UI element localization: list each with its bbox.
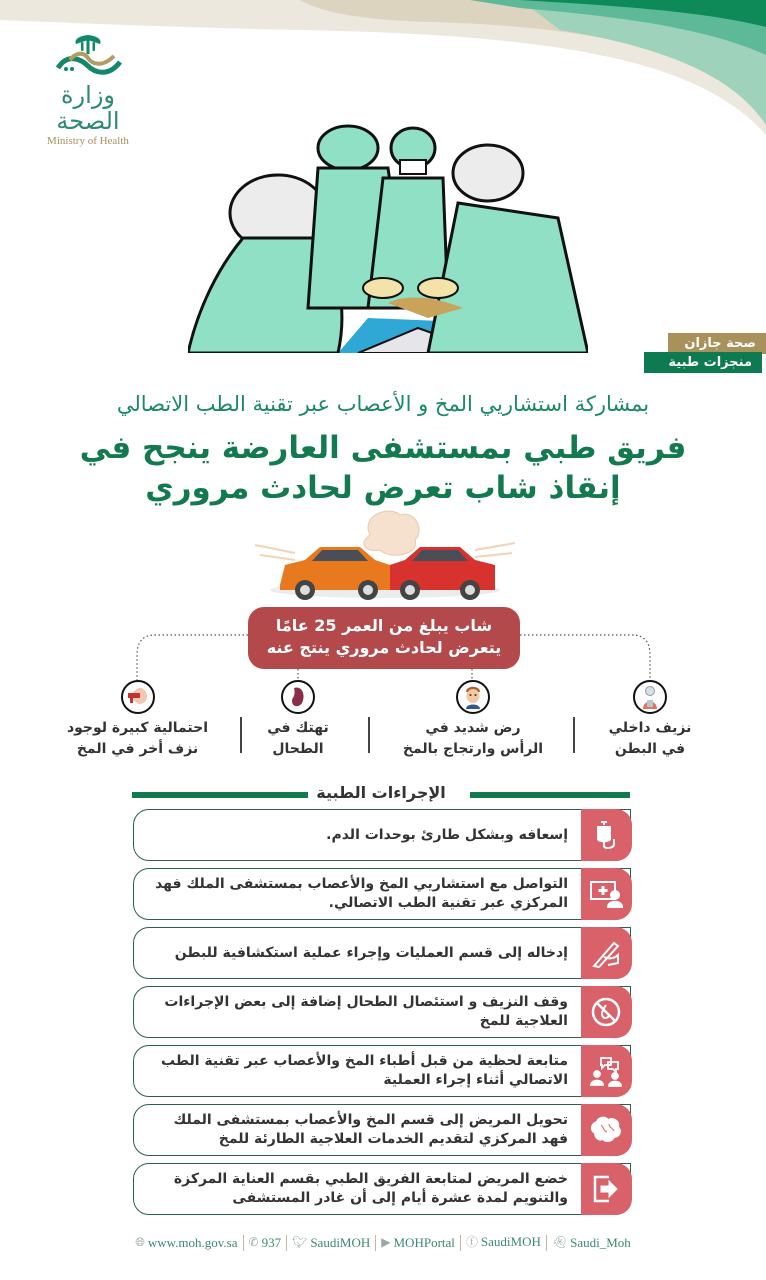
procedure-step [133,1163,631,1215]
twitter-text: SaudiMOH [310,1234,371,1250]
consequence-item [597,680,703,760]
headline-subtitle: بمشاركة استشاريي المخ و الأعصاب عبر تقنية الطب الاتصالي [116,392,650,416]
summary-line1: شاب يبلغ من العمر 25 عامًا [275,616,493,635]
moh-logo [28,30,148,147]
case-summary-box [248,607,520,669]
procedure-step [133,927,631,979]
consequence-line2: الطحال [272,741,324,757]
procedure-step-text: متابعة لحظية من قبل أطباء المخ والأعصاب عبر تقنية الطب الاتصالي أثناء إجراء العملية [161,1053,568,1088]
procedure-step [133,809,631,861]
headline-title-line1: فريق طبي بمستشفى العارضة ينجح في [79,430,687,466]
divider [368,717,370,753]
website-text: www.moh.gov.sa [147,1234,238,1250]
divider [573,717,575,753]
consequence-line2: الرأس وارتجاج بالمخ [402,741,544,757]
injured-head-icon [456,680,490,714]
footer-website[interactable] [135,1235,237,1251]
footer-contacts [0,1233,766,1251]
phone-icon: ✆ [248,1235,259,1249]
telemedicine-icon [581,868,632,920]
region-tag: صحة جازان [668,333,766,354]
snapchat-icon: 👻︎ [551,1235,568,1249]
surgery-illustration [188,108,588,353]
consequence-line2: نزف أخر في المخ [76,741,199,757]
consequence-line1: احتمالية كبيرة لوجود [66,720,209,736]
logo-english-name: Ministry of Health [47,135,129,147]
no-bleeding-icon [581,986,632,1038]
scalpel-icon [581,927,632,979]
palm-swords-icon [48,30,128,80]
procedures-list [133,809,631,1222]
snapchat-text: Saudi_Moh [570,1234,631,1250]
exit-icon [581,1163,632,1215]
procedures-heading-label: الإجراءات الطبية [308,783,454,802]
spleen-icon [281,680,315,714]
consequence-line1: تهتك في [267,720,329,736]
summary-line2: يتعرض لحادث مروري ينتج عنه [266,638,502,657]
consequence-item [400,680,546,760]
consequence-line1: رض شديد في [425,720,521,736]
headline-title-line2: إنقاذ شاب تعرض لحادث مروري [145,470,621,506]
procedure-step [133,868,631,920]
brain-bleeding-icon [121,680,155,714]
procedure-step [133,1104,631,1156]
logo-arabic-name: وزارة الصحة [56,81,120,135]
phone-text: 937 [261,1234,282,1250]
facebook-text: SaudiMOH [480,1233,541,1249]
headline-title [20,428,746,508]
divider [460,1235,461,1251]
youtube-icon: ▶ [381,1235,391,1249]
procedure-step [133,986,631,1038]
blood-bag-icon [581,809,632,861]
procedure-step [133,1045,631,1097]
procedure-step-text: إدخاله إلى قسم العمليات وإجراء عملية استكشافية للبطن [174,944,568,961]
footer-snapchat[interactable] [552,1235,631,1251]
divider [243,1235,244,1251]
procedure-step-text: وقف النزيف و استئصال الطحال إضافة إلى بعض الإجراءات العلاجية للمخ [164,994,568,1029]
car-crash-illustration [250,505,520,610]
divider [240,717,242,753]
procedure-step-text: التواصل مع استشاريي المخ والأعصاب بمستشفى الملك فهد المركزي عبر تقنية الطب الاتصالي. [155,876,568,911]
category-tag: منجزات طبية [644,352,762,373]
divider [546,1235,547,1251]
procedure-step-text: خضع المريض لمتابعة الفريق الطبي بقسم العناية المركزة والتنويم لمدة عشرة أيام إلى أن غادر المستشفى [173,1171,568,1206]
consequence-item [248,680,348,760]
divider [375,1235,376,1251]
consequence-item [50,680,225,760]
footer-phone[interactable] [249,1235,282,1251]
consequence-line1: نزيف داخلي [608,720,692,736]
procedures-heading [132,783,630,805]
facebook-icon: ⓕ [465,1235,478,1249]
globe-icon: 🌐︎ [135,1235,145,1249]
consequence-line2: في البطن [614,741,686,757]
brain-icon [581,1104,632,1156]
footer-twitter[interactable] [292,1235,370,1251]
footer-facebook[interactable] [466,1233,541,1250]
procedure-step-text: تحويل المريض إلى قسم المخ والأعصاب بمستشفى الملك فهد المركزي لتقديم الخدمات العلاجية الطارئة للمخ [173,1112,568,1147]
divider [286,1235,287,1251]
doctors-chat-icon [581,1045,632,1097]
twitter-icon: 🐦︎ [292,1235,308,1249]
procedure-step-text: إسعافه وبشكل طارئ بوحدات الدم. [326,826,568,843]
youtube-text: MOHPortal [393,1234,455,1250]
footer-youtube[interactable] [381,1235,455,1251]
abdomen-bleeding-icon [633,680,667,714]
